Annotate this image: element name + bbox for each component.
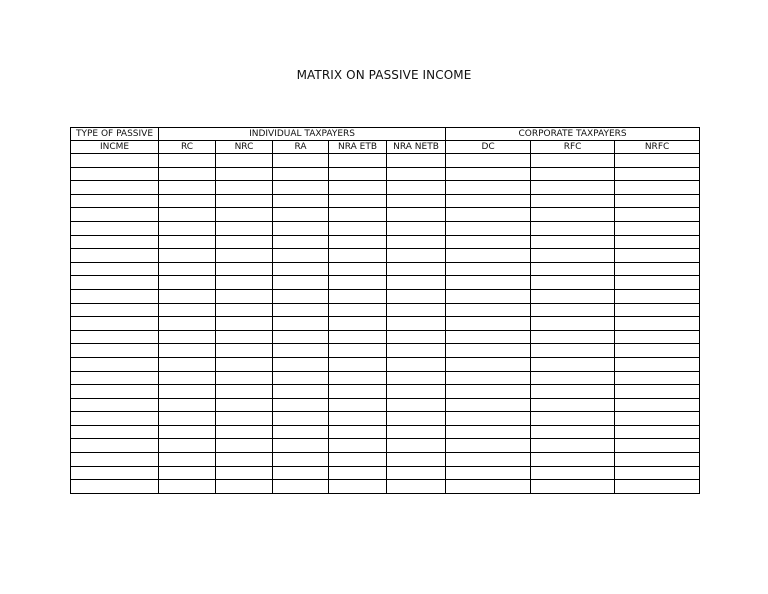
table-cell xyxy=(216,154,273,168)
table-row xyxy=(71,480,700,494)
income-type-cell xyxy=(71,221,159,235)
table-cell xyxy=(159,235,216,249)
table-cell xyxy=(615,181,700,195)
income-type-cell xyxy=(71,344,159,358)
table-cell xyxy=(615,385,700,399)
table-cell xyxy=(615,289,700,303)
income-type-cell xyxy=(71,357,159,371)
table-row xyxy=(71,289,700,303)
table-cell xyxy=(387,262,446,276)
table-cell xyxy=(387,221,446,235)
table-cell xyxy=(531,398,615,412)
table-cell xyxy=(273,276,329,290)
column-header-nra-netb: NRA NETB xyxy=(387,141,446,154)
income-type-cell xyxy=(71,398,159,412)
table-cell xyxy=(329,425,387,439)
passive-income-matrix-table xyxy=(70,127,700,494)
table-cell xyxy=(216,235,273,249)
table-cell xyxy=(387,330,446,344)
table-cell xyxy=(273,412,329,426)
table-cell xyxy=(446,344,531,358)
table-cell xyxy=(159,330,216,344)
table-row xyxy=(71,208,700,222)
table-cell xyxy=(446,221,531,235)
table-cell xyxy=(446,262,531,276)
table-cell xyxy=(531,453,615,467)
table-cell xyxy=(446,154,531,168)
table-row xyxy=(71,276,700,290)
table-cell xyxy=(273,357,329,371)
table-cell xyxy=(531,289,615,303)
table-cell xyxy=(159,194,216,208)
table-row xyxy=(71,303,700,317)
table-cell xyxy=(446,249,531,263)
table-cell xyxy=(387,303,446,317)
table-cell xyxy=(273,154,329,168)
type-header-line2: INCME xyxy=(71,141,159,154)
table-cell xyxy=(615,344,700,358)
table-cell xyxy=(615,412,700,426)
table-cell xyxy=(387,466,446,480)
table-cell xyxy=(615,453,700,467)
table-cell xyxy=(329,344,387,358)
table-cell xyxy=(615,398,700,412)
income-type-cell xyxy=(71,262,159,276)
table-cell xyxy=(387,235,446,249)
table-row xyxy=(71,425,700,439)
table-cell xyxy=(531,249,615,263)
table-cell xyxy=(329,357,387,371)
table-cell xyxy=(216,181,273,195)
table-cell xyxy=(446,412,531,426)
column-header-nrfc: NRFC xyxy=(615,141,700,154)
column-header-dc: DC xyxy=(446,141,531,154)
table-cell xyxy=(615,480,700,494)
income-type-cell xyxy=(71,181,159,195)
income-type-cell xyxy=(71,412,159,426)
table-cell xyxy=(273,249,329,263)
table-cell xyxy=(387,453,446,467)
table-cell xyxy=(387,249,446,263)
table-cell xyxy=(273,453,329,467)
table-cell xyxy=(216,425,273,439)
table-cell xyxy=(531,357,615,371)
table-cell xyxy=(446,385,531,399)
income-type-cell xyxy=(71,453,159,467)
table-cell xyxy=(159,357,216,371)
table-row xyxy=(71,249,700,263)
table-cell xyxy=(273,344,329,358)
table-cell xyxy=(387,181,446,195)
table-cell xyxy=(216,330,273,344)
table-cell xyxy=(216,371,273,385)
table-cell xyxy=(329,262,387,276)
table-cell xyxy=(531,480,615,494)
table-cell xyxy=(531,317,615,331)
table-cell xyxy=(159,167,216,181)
table-cell xyxy=(531,181,615,195)
table-cell xyxy=(216,385,273,399)
table-cell xyxy=(531,235,615,249)
column-header-rfc: RFC xyxy=(531,141,615,154)
table-row xyxy=(71,385,700,399)
table-cell xyxy=(446,330,531,344)
table-cell xyxy=(329,303,387,317)
table-cell xyxy=(159,289,216,303)
income-type-cell xyxy=(71,371,159,385)
table-cell xyxy=(615,425,700,439)
table-cell xyxy=(446,208,531,222)
table-row xyxy=(71,371,700,385)
group-header-row xyxy=(71,128,700,141)
table-cell xyxy=(531,303,615,317)
table-cell xyxy=(329,385,387,399)
income-type-cell xyxy=(71,439,159,453)
table-cell xyxy=(159,466,216,480)
table-cell xyxy=(446,439,531,453)
table-cell xyxy=(615,371,700,385)
table-cell xyxy=(329,289,387,303)
table-cell xyxy=(329,194,387,208)
table-cell xyxy=(216,276,273,290)
table-cell xyxy=(273,208,329,222)
income-type-cell xyxy=(71,167,159,181)
table-row xyxy=(71,221,700,235)
table-cell xyxy=(273,466,329,480)
table-cell xyxy=(387,357,446,371)
table-cell xyxy=(329,249,387,263)
table-cell xyxy=(615,167,700,181)
table-row xyxy=(71,167,700,181)
table-cell xyxy=(216,317,273,331)
table-cell xyxy=(216,412,273,426)
table-cell xyxy=(615,249,700,263)
table-cell xyxy=(329,317,387,331)
table-cell xyxy=(216,167,273,181)
table-cell xyxy=(216,289,273,303)
table-cell xyxy=(329,235,387,249)
column-header-row xyxy=(71,141,700,154)
table-cell xyxy=(273,235,329,249)
table-cell xyxy=(216,303,273,317)
table-cell xyxy=(159,276,216,290)
table-cell xyxy=(159,262,216,276)
table-cell xyxy=(216,221,273,235)
table-cell xyxy=(273,439,329,453)
table-cell xyxy=(159,453,216,467)
table-cell xyxy=(273,385,329,399)
table-cell xyxy=(531,344,615,358)
table-cell xyxy=(159,208,216,222)
table-cell xyxy=(446,317,531,331)
table-cell xyxy=(216,249,273,263)
income-type-cell xyxy=(71,235,159,249)
table-cell xyxy=(329,480,387,494)
column-header-rc: RC xyxy=(159,141,216,154)
table-row xyxy=(71,357,700,371)
table-cell xyxy=(531,412,615,426)
table-cell xyxy=(615,194,700,208)
table-cell xyxy=(273,289,329,303)
table-cell xyxy=(387,154,446,168)
table-cell xyxy=(615,357,700,371)
table-cell xyxy=(216,453,273,467)
table-cell xyxy=(329,439,387,453)
table-cell xyxy=(446,480,531,494)
table-cell xyxy=(387,344,446,358)
table-cell xyxy=(273,330,329,344)
table-cell xyxy=(446,181,531,195)
table-row xyxy=(71,154,700,168)
table-cell xyxy=(329,276,387,290)
income-type-cell xyxy=(71,425,159,439)
table-cell xyxy=(446,466,531,480)
table-cell xyxy=(159,249,216,263)
table-cell xyxy=(387,480,446,494)
column-header-ra: RA xyxy=(273,141,329,154)
table-cell xyxy=(273,262,329,276)
table-cell xyxy=(159,317,216,331)
table-cell xyxy=(387,371,446,385)
table-cell xyxy=(531,466,615,480)
table-row xyxy=(71,262,700,276)
table-cell xyxy=(387,208,446,222)
table-cell xyxy=(273,425,329,439)
table-cell xyxy=(273,194,329,208)
table-cell xyxy=(615,208,700,222)
table-cell xyxy=(159,439,216,453)
table-cell xyxy=(615,235,700,249)
individual-taxpayers-header: INDIVIDUAL TAXPAYERS xyxy=(159,128,446,141)
table-row xyxy=(71,194,700,208)
table-cell xyxy=(216,262,273,276)
table-cell xyxy=(329,398,387,412)
table-cell xyxy=(159,344,216,358)
table-cell xyxy=(387,385,446,399)
table-cell xyxy=(615,154,700,168)
table-cell xyxy=(159,221,216,235)
income-type-cell xyxy=(71,385,159,399)
table-cell xyxy=(446,425,531,439)
table-cell xyxy=(329,466,387,480)
table-cell xyxy=(531,276,615,290)
table-cell xyxy=(329,181,387,195)
income-type-cell xyxy=(71,330,159,344)
income-type-cell xyxy=(71,154,159,168)
income-type-cell xyxy=(71,466,159,480)
table-row xyxy=(71,466,700,480)
table-cell xyxy=(615,276,700,290)
table-cell xyxy=(329,412,387,426)
table-cell xyxy=(446,303,531,317)
income-type-cell xyxy=(71,249,159,263)
table-cell xyxy=(329,221,387,235)
table-row xyxy=(71,181,700,195)
table-cell xyxy=(216,398,273,412)
table-cell xyxy=(273,303,329,317)
column-header-nrc: NRC xyxy=(216,141,273,154)
table-cell xyxy=(387,439,446,453)
table-cell xyxy=(446,167,531,181)
table-cell xyxy=(531,194,615,208)
table-cell xyxy=(329,453,387,467)
table-cell xyxy=(615,303,700,317)
table-cell xyxy=(446,357,531,371)
income-type-cell xyxy=(71,480,159,494)
table-cell xyxy=(273,480,329,494)
table-cell xyxy=(387,412,446,426)
table-cell xyxy=(387,276,446,290)
table-cell xyxy=(387,425,446,439)
table-cell xyxy=(329,154,387,168)
table-cell xyxy=(531,385,615,399)
column-header-nra-etb: NRA ETB xyxy=(329,141,387,154)
table-cell xyxy=(615,330,700,344)
table-cell xyxy=(216,357,273,371)
table-cell xyxy=(159,303,216,317)
table-cell xyxy=(216,466,273,480)
table-cell xyxy=(273,317,329,331)
table-cell xyxy=(531,371,615,385)
table-cell xyxy=(387,289,446,303)
table-cell xyxy=(273,221,329,235)
table-cell xyxy=(446,371,531,385)
table-row xyxy=(71,235,700,249)
table-cell xyxy=(615,221,700,235)
table-cell xyxy=(387,167,446,181)
table-cell xyxy=(615,466,700,480)
table-cell xyxy=(531,167,615,181)
table-cell xyxy=(159,398,216,412)
table-cell xyxy=(216,344,273,358)
corporate-taxpayers-header: CORPORATE TAXPAYERS xyxy=(446,128,700,141)
table-cell xyxy=(615,317,700,331)
table-cell xyxy=(531,154,615,168)
type-header-line1: TYPE OF PASSIVE xyxy=(71,128,159,141)
table-cell xyxy=(216,439,273,453)
table-cell xyxy=(615,439,700,453)
income-type-cell xyxy=(71,303,159,317)
table-cell xyxy=(387,398,446,412)
table-cell xyxy=(329,330,387,344)
table-cell xyxy=(216,480,273,494)
income-type-cell xyxy=(71,289,159,303)
table-cell xyxy=(216,208,273,222)
table-cell xyxy=(159,385,216,399)
income-type-cell xyxy=(71,194,159,208)
table-row xyxy=(71,317,700,331)
table-row xyxy=(71,412,700,426)
table-cell xyxy=(273,167,329,181)
table-cell xyxy=(159,181,216,195)
table-cell xyxy=(446,289,531,303)
table-cell xyxy=(446,235,531,249)
table-cell xyxy=(159,425,216,439)
table-cell xyxy=(446,398,531,412)
table-cell xyxy=(329,167,387,181)
table-row xyxy=(71,453,700,467)
table-cell xyxy=(159,412,216,426)
table-cell xyxy=(531,439,615,453)
table-cell xyxy=(615,262,700,276)
table-row xyxy=(71,330,700,344)
table-cell xyxy=(329,208,387,222)
table-cell xyxy=(273,371,329,385)
table-cell xyxy=(216,194,273,208)
table-cell xyxy=(387,317,446,331)
table-cell xyxy=(329,371,387,385)
table-row xyxy=(71,398,700,412)
income-type-cell xyxy=(71,276,159,290)
table-row xyxy=(71,344,700,358)
table-row xyxy=(71,439,700,453)
table-cell xyxy=(273,398,329,412)
table-cell xyxy=(531,221,615,235)
table-cell xyxy=(531,330,615,344)
income-type-cell xyxy=(71,208,159,222)
table-cell xyxy=(273,181,329,195)
table-cell xyxy=(387,194,446,208)
table-cell xyxy=(159,480,216,494)
table-cell xyxy=(531,208,615,222)
table-cell xyxy=(446,276,531,290)
table-cell xyxy=(531,425,615,439)
table-cell xyxy=(159,154,216,168)
document-title: MATRIX ON PASSIVE INCOME xyxy=(296,68,472,82)
table-cell xyxy=(446,194,531,208)
table-cell xyxy=(531,262,615,276)
table-cell xyxy=(446,453,531,467)
table-cell xyxy=(159,371,216,385)
income-type-cell xyxy=(71,317,159,331)
